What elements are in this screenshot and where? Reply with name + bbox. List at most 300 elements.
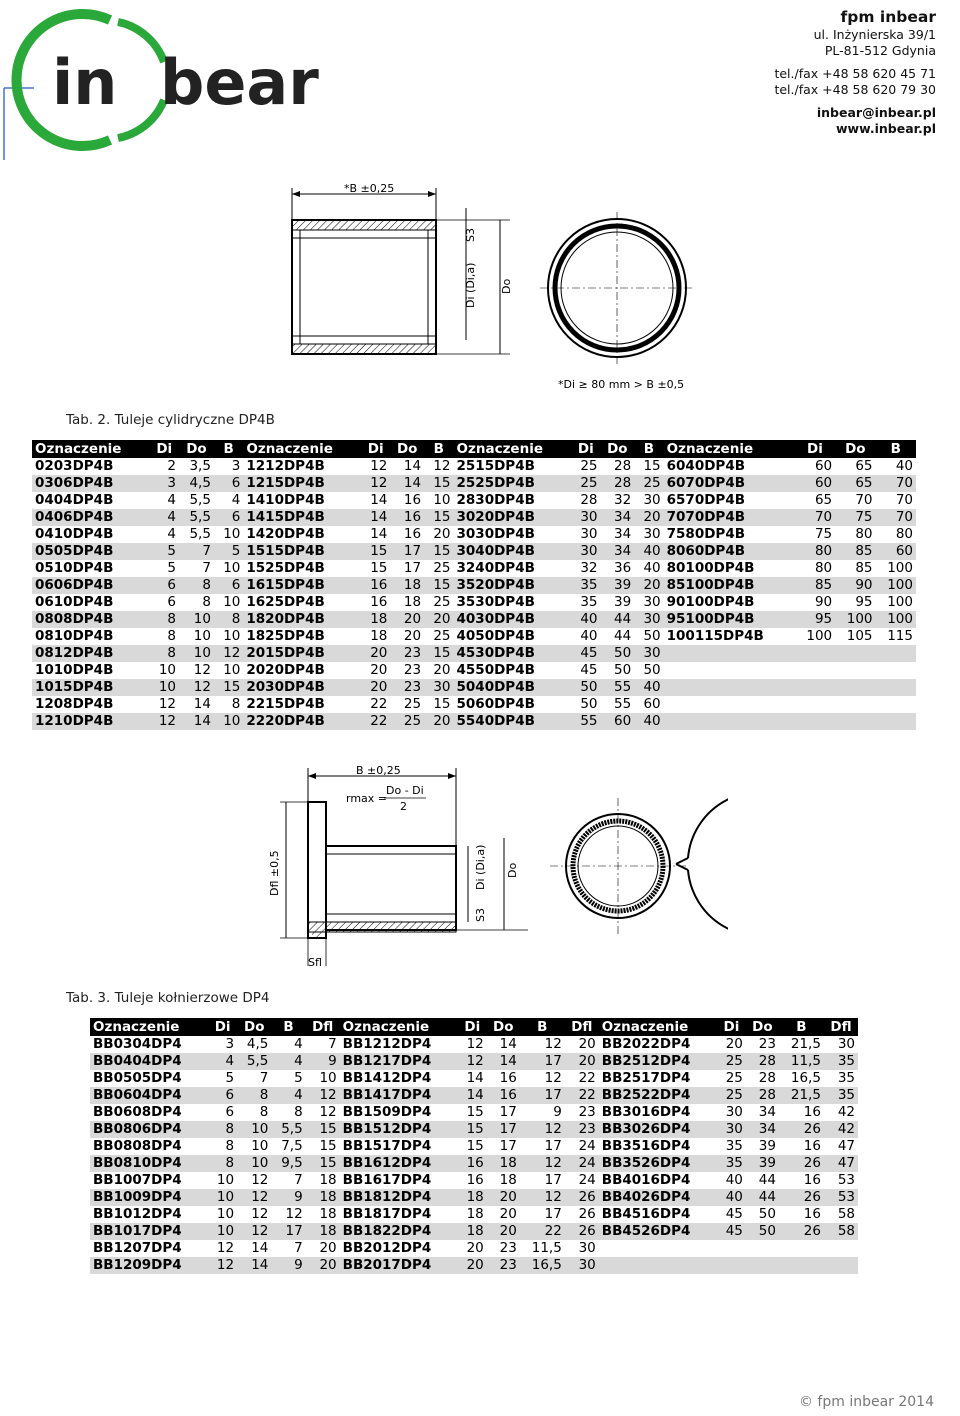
table3-header-row — [90, 1018, 858, 1036]
part-code: BB0806DP4 — [90, 1121, 208, 1138]
dimension-value: 5,5 — [189, 526, 211, 542]
dimension-value: 16 — [487, 1087, 520, 1104]
empty-cell — [876, 662, 916, 679]
dimension-value: 10 — [208, 1189, 237, 1206]
part-code: BB1617DP4 — [342, 1172, 432, 1188]
dimension-value: 7 — [202, 560, 211, 576]
dimension-value: 17 — [487, 1121, 520, 1138]
table2-header-row — [32, 440, 916, 458]
dimension-value: 34 — [601, 509, 635, 526]
dimension-value: 4 — [294, 1036, 303, 1052]
column-header: Do — [746, 1018, 779, 1036]
dimension-value: 58 — [837, 1206, 855, 1222]
dimension-value: 6 — [214, 509, 243, 526]
dimension-value: 35 — [824, 1053, 858, 1070]
dimension-value: 25 — [433, 628, 451, 644]
dimension-value: 30 — [643, 526, 661, 542]
dimension-value: 3 — [225, 1036, 235, 1052]
empty-cell — [664, 662, 795, 679]
dimension-value: 40 — [643, 560, 661, 576]
dimension-value: 40 — [634, 543, 663, 560]
part-code: 2515DP4B — [456, 458, 535, 474]
dimension-value: 100 — [887, 594, 913, 610]
part-code: 1825DP4B — [246, 628, 325, 644]
dimension-value: 15 — [306, 1155, 340, 1172]
column-header: Oznaczenie — [90, 1018, 208, 1036]
dimension-value: 60 — [643, 696, 661, 712]
dimension-value: 4,5 — [179, 475, 214, 492]
dimension-value: 40 — [634, 713, 663, 730]
dimension-value: 28 — [746, 1087, 779, 1104]
flanged-bushing-drawing — [258, 762, 728, 974]
part-code: 5040DP4B — [454, 679, 572, 696]
dimension-value: 40 — [725, 1172, 743, 1188]
dimension-value: 6 — [150, 577, 179, 594]
dimension-value: 22 — [578, 1070, 596, 1086]
part-code: 0306DP4B — [32, 475, 150, 492]
dimension-value: 100 — [887, 560, 913, 576]
part-code: 6070DP4B — [664, 475, 795, 492]
dimension-value: 15 — [433, 696, 451, 712]
drawing-note: *Di ≥ 80 mm > B ±0,5 — [558, 378, 685, 391]
dimension-value: 17 — [499, 1138, 517, 1154]
dimension-value: 55 — [571, 713, 600, 730]
dimension-value: 30 — [571, 509, 600, 526]
table-row — [32, 645, 916, 662]
column-header: Do — [487, 1018, 520, 1036]
dimension-value: 5 — [225, 1070, 235, 1086]
part-code: 1015DP4B — [32, 679, 150, 696]
dimension-value: 45 — [717, 1223, 746, 1240]
part-code: 8060DP4B — [664, 543, 795, 560]
dimension-value: 12 — [179, 679, 214, 696]
address-line-1: ul. Inżynierska 39/1 — [813, 27, 936, 42]
dimension-value: 26 — [779, 1189, 824, 1206]
dim-b-label: *B ±0,25 — [344, 182, 395, 195]
dimension-value: 40 — [717, 1189, 746, 1206]
dimension-value: 5 — [150, 543, 179, 560]
dimension-value: 18 — [370, 628, 388, 644]
dimension-value: 16,5 — [520, 1257, 565, 1274]
dimension-value: 18 — [403, 594, 422, 610]
dimension-value: 15 — [214, 679, 243, 696]
dimension-value: 10 — [208, 1223, 237, 1240]
table-row — [90, 1138, 858, 1155]
dim-rmax-label: rmax = — [346, 792, 388, 805]
company-name: fpm inbear — [840, 8, 936, 26]
dimension-value: 10 — [179, 611, 214, 628]
dimension-value: 7 — [294, 1172, 303, 1188]
part-code: 3520DP4B — [454, 577, 572, 594]
dimension-value: 12 — [520, 1155, 565, 1172]
dimension-value: 23 — [487, 1257, 520, 1274]
dimension-value: 20 — [487, 1189, 520, 1206]
table-row — [90, 1036, 858, 1053]
part-code: 0606DP4B — [32, 577, 150, 594]
table-row — [32, 696, 916, 713]
dim-di-label: Di (Di,a) — [464, 262, 477, 308]
dimension-value: 39 — [613, 594, 632, 610]
column-header: Oznaczenie — [454, 440, 572, 458]
dimension-value: 8 — [237, 1087, 271, 1104]
dimension-value: 45 — [725, 1206, 743, 1222]
dimension-value: 6 — [208, 1087, 237, 1104]
part-code: BB1817DP4 — [342, 1206, 432, 1222]
dimension-value: 9 — [271, 1257, 305, 1274]
dimension-value: 65 — [814, 492, 833, 508]
table3-caption: Tab. 3. Tuleje kołnierzowe DP4 — [66, 990, 270, 1006]
dimension-value: 14 — [370, 492, 388, 508]
dimension-value: 3 — [231, 458, 241, 474]
dimension-value: 7,5 — [281, 1138, 303, 1154]
dimension-value: 30 — [643, 594, 661, 610]
dimension-value: 8 — [202, 594, 211, 610]
part-code: 2030DP4B — [243, 679, 361, 696]
part-code: BB2517DP4 — [601, 1070, 691, 1086]
dimension-value: 12 — [306, 1087, 340, 1104]
dimension-value: 4 — [231, 492, 241, 508]
part-code: BB1009DP4 — [90, 1189, 208, 1206]
dimension-value: 10 — [193, 628, 211, 644]
dimension-value: 70 — [895, 492, 913, 508]
dimension-value: 50 — [758, 1206, 776, 1222]
address-line-2: PL-81-512 Gdynia — [824, 42, 936, 58]
dimension-value: 60 — [876, 543, 916, 560]
part-code: BB0505DP4 — [93, 1070, 182, 1086]
dimension-value: 42 — [837, 1104, 855, 1120]
table-row — [32, 509, 916, 526]
dimension-value: 14 — [237, 1257, 271, 1274]
dimension-value: 21,5 — [790, 1036, 821, 1052]
dimension-value: 40 — [634, 679, 663, 696]
part-code: 5060DP4B — [456, 696, 535, 712]
part-code: BB0304DP4 — [93, 1036, 182, 1052]
dimension-value: 17 — [403, 560, 422, 576]
dimension-value: 18 — [466, 1206, 484, 1222]
copyright-text: © fpm inbear 2014 — [798, 1394, 934, 1410]
dimension-value: 18 — [458, 1223, 487, 1240]
dimension-value: 25 — [725, 1070, 743, 1086]
table-row — [90, 1155, 858, 1172]
website-link[interactable]: www.inbear.pl — [836, 120, 936, 136]
part-code: 1420DP4B — [246, 526, 325, 542]
empty-cell — [876, 645, 916, 662]
dimension-value: 15 — [361, 543, 390, 560]
dimension-value: 10 — [319, 1070, 337, 1086]
dimension-value: 23 — [390, 645, 424, 662]
dimension-value: 18 — [319, 1172, 337, 1188]
dimension-value: 20 — [361, 645, 390, 662]
dimension-value: 20 — [306, 1257, 340, 1274]
dimension-value: 17 — [544, 1138, 562, 1154]
part-code: 0510DP4B — [35, 560, 114, 576]
table-row — [32, 628, 916, 645]
dimension-value: 85 — [835, 543, 875, 560]
dimension-value: 44 — [613, 628, 632, 644]
part-code: 7070DP4B — [664, 509, 795, 526]
empty-cell — [876, 713, 916, 730]
part-code: BB1812DP4 — [340, 1189, 458, 1206]
dimension-value: 50 — [746, 1223, 779, 1240]
dimension-value: 12 — [237, 1223, 271, 1240]
dimension-value: 26 — [779, 1155, 824, 1172]
dimension-value: 100 — [806, 628, 833, 644]
dimension-value: 45 — [580, 662, 598, 678]
contact-block — [774, 8, 936, 136]
dimension-value: 70 — [855, 492, 873, 508]
dimension-value: 35 — [837, 1070, 855, 1086]
dimension-value: 70 — [795, 509, 835, 526]
dimension-value: 12 — [544, 1070, 562, 1086]
table-row — [90, 1172, 858, 1189]
dimension-value: 15 — [466, 1104, 484, 1120]
part-code: BB0810DP4 — [90, 1155, 208, 1172]
dimension-value: 44 — [746, 1189, 779, 1206]
part-code: 0812DP4B — [32, 645, 150, 662]
column-header: Oznaczenie — [664, 440, 795, 458]
dimension-value: 25 — [717, 1053, 746, 1070]
dimension-value: 14 — [403, 458, 422, 474]
dimension-value: 17 — [520, 1053, 565, 1070]
dimension-value: 17 — [499, 1104, 517, 1120]
table-row — [32, 526, 916, 543]
dimension-value: 55 — [613, 696, 632, 712]
dimension-value: 55 — [601, 679, 635, 696]
dimension-value: 8 — [208, 1155, 237, 1172]
dimension-value: 70 — [876, 509, 916, 526]
dimension-value: 17 — [271, 1223, 305, 1240]
empty-cell — [664, 696, 795, 713]
dimension-value: 35 — [824, 1087, 858, 1104]
dimension-value: 12 — [251, 1172, 269, 1188]
dimension-value: 3 — [150, 475, 179, 492]
part-code: 80100DP4B — [666, 560, 755, 576]
dimension-value: 39 — [746, 1155, 779, 1172]
dimension-value: 5,5 — [271, 1121, 305, 1138]
dimension-value: 24 — [578, 1138, 596, 1154]
part-code: 0406DP4B — [32, 509, 150, 526]
dimension-value: 20 — [565, 1053, 599, 1070]
dimension-value: 10 — [237, 1121, 271, 1138]
dimension-value: 20 — [424, 611, 453, 628]
part-code: BB2522DP4 — [599, 1087, 717, 1104]
dimension-value: 20 — [458, 1257, 487, 1274]
dimension-value: 50 — [643, 662, 661, 678]
table-row — [90, 1223, 858, 1240]
part-code: BB1012DP4 — [93, 1206, 182, 1222]
dimension-value: 12 — [370, 458, 388, 474]
empty-cell — [795, 696, 835, 713]
dimension-value: 10 — [216, 1206, 235, 1222]
dimension-value: 26 — [565, 1189, 599, 1206]
part-code: 3240DP4B — [456, 560, 535, 576]
table2-caption: Tab. 2. Tuleje cylidryczne DP4B — [66, 412, 275, 428]
dimension-value: 14 — [390, 475, 424, 492]
email-link[interactable]: inbear@inbear.pl — [816, 105, 936, 120]
part-code: BB0608DP4 — [93, 1104, 182, 1120]
part-code: 4530DP4B — [454, 645, 572, 662]
part-code: 3040DP4B — [454, 543, 572, 560]
dimension-value: 16 — [803, 1104, 821, 1120]
dimension-value: 65 — [835, 475, 875, 492]
table3-body — [90, 1036, 858, 1274]
dimension-value: 34 — [746, 1121, 779, 1138]
dimension-value: 20 — [634, 577, 663, 594]
dimension-value: 53 — [837, 1172, 855, 1188]
phone-2: tel./fax +48 58 620 79 30 — [774, 81, 936, 97]
dimension-value: 4 — [167, 526, 176, 542]
dimension-value: 60 — [795, 475, 835, 492]
dimension-value: 10 — [223, 560, 241, 576]
table-row — [32, 713, 916, 730]
dimension-value: 24 — [565, 1155, 599, 1172]
column-header: Dfl — [565, 1018, 599, 1036]
dimension-value: 15 — [424, 543, 453, 560]
column-header: Oznaczenie — [340, 1018, 458, 1036]
part-code: BB0404DP4 — [90, 1053, 208, 1070]
dimension-value: 6 — [214, 577, 243, 594]
part-code: 1525DP4B — [246, 560, 325, 576]
column-header: Do — [835, 440, 875, 458]
dimension-value: 8 — [150, 611, 179, 628]
dimension-value: 10 — [237, 1155, 271, 1172]
dimension-value: 5,5 — [237, 1053, 271, 1070]
table-row — [90, 1240, 858, 1257]
dimension-value: 30 — [643, 492, 661, 508]
part-code: 4050DP4B — [456, 628, 535, 644]
dimension-value: 28 — [580, 492, 598, 508]
dimension-value: 28 — [613, 458, 632, 474]
dimension-value: 60 — [601, 713, 635, 730]
table-row — [90, 1104, 858, 1121]
dimension-value: 30 — [578, 1240, 596, 1256]
empty-cell — [717, 1240, 746, 1257]
column-header: Di — [208, 1018, 237, 1036]
empty-cell — [599, 1257, 717, 1274]
dimension-value: 30 — [717, 1121, 746, 1138]
part-code: BB4016DP4 — [601, 1172, 691, 1188]
part-code: 1010DP4B — [35, 662, 114, 678]
dimension-value: 26 — [578, 1206, 596, 1222]
logo-text-in: in — [52, 46, 118, 119]
dimension-value: 30 — [571, 543, 600, 560]
part-code: BB2017DP4 — [340, 1257, 458, 1274]
dimension-value: 25 — [390, 713, 424, 730]
table2-cylindrical-bushings — [32, 440, 916, 730]
part-code: 4030DP4B — [454, 611, 572, 628]
dimension-value: 9,5 — [271, 1155, 305, 1172]
dimension-value: 21,5 — [779, 1087, 824, 1104]
dimension-value: 2 — [167, 458, 176, 474]
dimension-value: 16 — [466, 1172, 484, 1188]
dimension-value: 105 — [846, 628, 873, 644]
dimension-value: 50 — [613, 662, 632, 678]
column-header: Do — [237, 1018, 271, 1036]
dimension-value: 8 — [225, 1138, 235, 1154]
dimension-value: 12 — [237, 1189, 271, 1206]
part-code: 2220DP4B — [243, 713, 361, 730]
part-code: BB4516DP4 — [601, 1206, 691, 1222]
dimension-value: 9 — [271, 1189, 305, 1206]
dimension-value: 39 — [601, 577, 635, 594]
column-header: B — [876, 440, 916, 458]
table-row — [32, 679, 916, 696]
column-header: B — [424, 440, 453, 458]
dimension-value: 100 — [876, 611, 916, 628]
column-header: Oznaczenie — [243, 440, 361, 458]
dimension-value: 15 — [424, 577, 453, 594]
part-code: 85100DP4B — [664, 577, 795, 594]
part-code: BB1017DP4 — [90, 1223, 208, 1240]
part-code: BB1207DP4 — [93, 1240, 182, 1256]
dimension-value: 18 — [319, 1206, 337, 1222]
dimension-value: 58 — [824, 1223, 858, 1240]
dimension-value: 15 — [643, 458, 661, 474]
column-header: Oznaczenie — [32, 440, 150, 458]
empty-cell — [664, 645, 795, 662]
dimension-value: 12 — [458, 1053, 487, 1070]
dimension-value: 10 — [223, 662, 241, 678]
dimension-value: 50 — [643, 628, 661, 644]
part-code: 1415DP4B — [243, 509, 361, 526]
dimension-value: 44 — [601, 611, 635, 628]
dim-do-label: Do — [500, 278, 513, 294]
dimension-value: 14 — [499, 1036, 517, 1052]
dimension-value: 14 — [251, 1240, 269, 1256]
dimension-value: 16 — [361, 577, 390, 594]
dimension-value: 9 — [306, 1053, 340, 1070]
dimension-value: 8 — [294, 1104, 303, 1120]
dimension-value: 100 — [876, 577, 916, 594]
part-code: BB1412DP4 — [342, 1070, 432, 1086]
table-row — [90, 1070, 858, 1087]
dimension-value: 11,5 — [531, 1240, 562, 1256]
dimension-value: 47 — [824, 1155, 858, 1172]
dimension-value: 16 — [499, 1070, 517, 1086]
dimension-value: 17 — [390, 543, 424, 560]
dimension-value: 16 — [803, 1138, 821, 1154]
dimension-value: 12 — [285, 1206, 303, 1222]
dimension-value: 14 — [179, 713, 214, 730]
dimension-value: 16 — [803, 1172, 821, 1188]
part-code: 1212DP4B — [246, 458, 325, 474]
dimension-value: 20 — [319, 1240, 337, 1256]
dimension-value: 16 — [390, 509, 424, 526]
dimension-value: 30 — [725, 1104, 743, 1120]
part-code: BB2012DP4 — [342, 1240, 432, 1256]
dimension-value: 10 — [433, 492, 451, 508]
table-row — [32, 577, 916, 594]
dimension-value: 36 — [613, 560, 632, 576]
part-code: BB1212DP4 — [342, 1036, 432, 1052]
dimension-value: 65 — [855, 458, 873, 474]
dimension-value: 25 — [580, 458, 598, 474]
dimension-value: 10 — [251, 1138, 269, 1154]
part-code: BB1417DP4 — [340, 1087, 458, 1104]
dimension-value: 40 — [571, 611, 600, 628]
part-code: 3530DP4B — [456, 594, 535, 610]
table2-body — [32, 458, 916, 730]
column-header: Dfl — [306, 1018, 340, 1036]
dimension-value: 7 — [328, 1036, 337, 1052]
dimension-value: 70 — [876, 475, 916, 492]
dimension-value: 35 — [717, 1155, 746, 1172]
dimension-value: 100 — [835, 611, 875, 628]
part-code: 1208DP4B — [35, 696, 114, 712]
dimension-value: 20 — [361, 679, 390, 696]
dimension-value: 50 — [571, 679, 600, 696]
dimension-value: 12 — [208, 1257, 237, 1274]
